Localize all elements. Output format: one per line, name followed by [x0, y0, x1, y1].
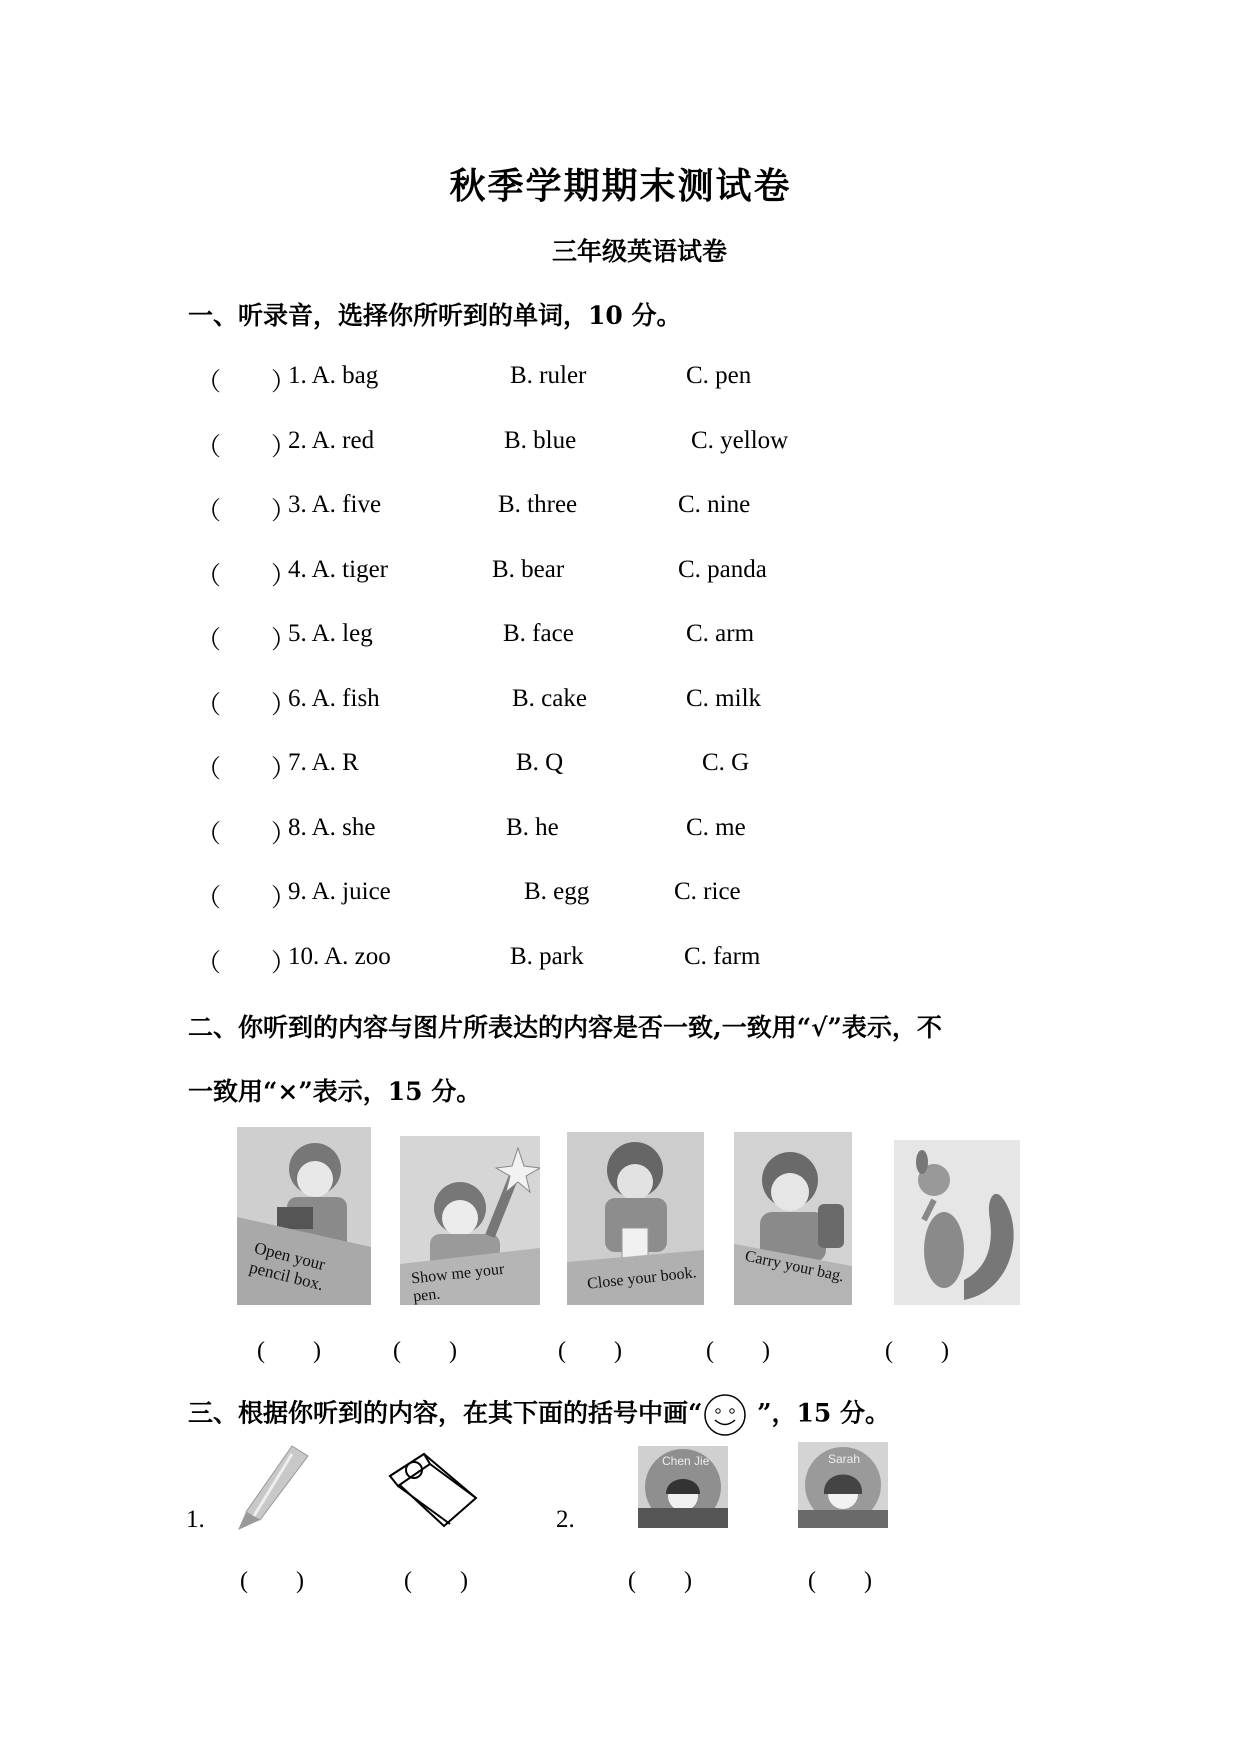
option-c: C. G [702, 749, 750, 776]
option-a: 3. A. five [288, 491, 382, 518]
option-b: B. bear [492, 555, 565, 583]
answer-blank[interactable]: （ ） [196, 498, 297, 525]
option-c: C. arm [686, 620, 755, 647]
squirrel-icon [894, 1140, 1020, 1305]
answer-blank[interactable]: （ ） [196, 756, 297, 783]
option-a: 1. A. bag [288, 362, 379, 389]
section3-heading [188, 1392, 890, 1438]
answer-blank[interactable]: ( ) [240, 1568, 304, 1594]
section1-heading: 一、听录音，选择你所听到的单词，10 分。 [188, 301, 682, 330]
picture-caption: Open your pencil box. [247, 1238, 328, 1295]
option-a: 7. A. R [288, 749, 359, 776]
item-number: 2. [556, 1506, 575, 1533]
answer-blank[interactable]: ( ) [558, 1338, 622, 1364]
section3-heading-after: ”，15 分。 [748, 1398, 890, 1428]
answer-blank[interactable]: （ ） [196, 885, 297, 912]
marker-pen-icon [232, 1442, 316, 1532]
option-c: C. nine [678, 491, 751, 518]
badge-name: Chen Jie [662, 1454, 710, 1468]
answer-blank[interactable]: （ ） [196, 820, 297, 848]
answer-blank[interactable]: ( ) [706, 1338, 770, 1364]
picture-open-pencil-box [237, 1127, 371, 1305]
option-a: 6. A. fish [288, 684, 380, 712]
picture-squirrel [894, 1140, 1020, 1305]
answer-blank[interactable]: ( ) [628, 1568, 692, 1594]
option-a: 9. A. juice [288, 878, 391, 905]
option-a: 10. A. zoo [288, 942, 391, 970]
page-title: 秋季学期期末测试卷 [449, 165, 792, 207]
option-c: C. panda [678, 555, 767, 583]
option-b: B. he [506, 813, 559, 841]
answer-blank[interactable]: （ ） [196, 433, 297, 461]
badge-name: Sarah [828, 1452, 861, 1466]
option-a: 8. A. she [288, 813, 376, 841]
answer-blank[interactable]: （ ） [196, 627, 297, 654]
option-a: 4. A. tiger [288, 555, 388, 583]
answer-blank[interactable]: ( ) [885, 1338, 949, 1364]
option-b: B. three [498, 491, 578, 518]
option-a: 5. A. leg [288, 620, 373, 647]
picture-caption: Show me your pen. [410, 1260, 506, 1305]
item-number: 1. [186, 1506, 205, 1533]
answer-blank[interactable]: （ ） [196, 691, 297, 719]
option-b: B. blue [504, 426, 577, 454]
option-b: B. cake [512, 684, 587, 712]
option-b: B. egg [524, 878, 590, 905]
answer-blank[interactable]: ( ) [257, 1338, 321, 1364]
option-c: C. me [686, 813, 746, 841]
option-b: B. Q [516, 749, 564, 776]
section2-heading-line2: 一致用“×”表示，15 分。 [188, 1077, 482, 1106]
page-subtitle: 三年级英语试卷 [552, 237, 728, 266]
option-b: B. park [510, 942, 584, 970]
answer-blank[interactable]: （ ） [196, 949, 297, 977]
option-a: 2. A. red [288, 426, 375, 454]
picture-caption: Carry your bag. [743, 1247, 846, 1286]
picture-close-book [567, 1132, 704, 1305]
option-c: C. milk [686, 684, 762, 712]
answer-blank[interactable]: （ ） [196, 562, 297, 590]
picture-carry-bag [734, 1132, 852, 1305]
badge-sarah [798, 1442, 888, 1528]
option-c: C. yellow [691, 426, 789, 454]
option-b: B. face [503, 620, 574, 647]
section3-heading-before: 三、根据你听到的内容，在其下面的括号中画“ [188, 1398, 703, 1428]
smiley-face-icon [702, 1392, 748, 1438]
pencil-sharpener-icon [384, 1448, 484, 1532]
picture-caption: Close your book. [586, 1264, 698, 1293]
answer-blank[interactable]: ( ) [404, 1568, 468, 1594]
option-b: B. ruler [510, 362, 587, 389]
answer-blank[interactable]: ( ) [393, 1338, 457, 1364]
section2-heading-line1: 二、你听到的内容与图片所表达的内容是否一致,一致用“√”表示，不 [188, 1013, 942, 1042]
option-c: C. pen [686, 362, 752, 389]
option-c: C. farm [684, 942, 761, 970]
answer-blank[interactable]: ( ) [808, 1568, 872, 1594]
picture-show-pen [400, 1136, 540, 1305]
answer-blank[interactable]: （ ） [196, 369, 297, 396]
badge-chen-jie [638, 1446, 728, 1528]
option-c: C. rice [674, 878, 741, 905]
